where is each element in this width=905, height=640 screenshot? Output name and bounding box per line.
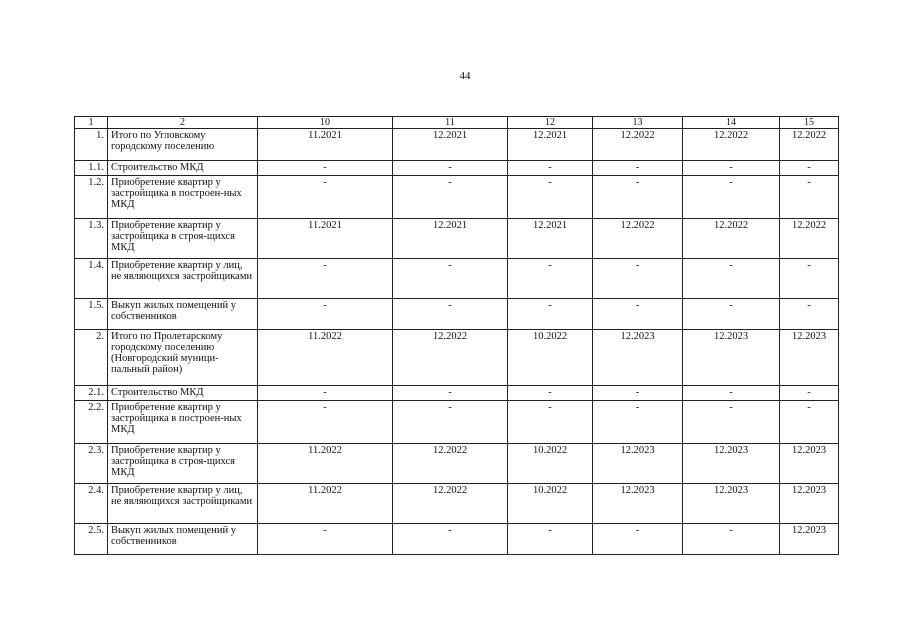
column-header: 10 bbox=[258, 117, 393, 129]
table-cell: - bbox=[508, 299, 593, 330]
row-number: 2.4. bbox=[75, 484, 108, 524]
table-row bbox=[75, 176, 839, 219]
table-cell: - bbox=[780, 299, 839, 330]
table-cell: 10.2022 bbox=[508, 330, 593, 386]
table-cell: - bbox=[683, 176, 780, 219]
table-cell: - bbox=[780, 176, 839, 219]
table-cell: 12.2022 bbox=[393, 484, 508, 524]
table-cell: 12.2023 bbox=[780, 524, 839, 555]
table-cell: - bbox=[780, 386, 839, 401]
table-cell: 12.2022 bbox=[393, 444, 508, 484]
table-cell: - bbox=[593, 161, 683, 176]
table-cell: - bbox=[683, 401, 780, 444]
table-cell: 11.2022 bbox=[258, 484, 393, 524]
row-name: Приобретение квартир у застройщика в строя-щихся МКД bbox=[108, 444, 258, 484]
table-cell: - bbox=[683, 161, 780, 176]
table-cell: - bbox=[393, 161, 508, 176]
table-cell: - bbox=[393, 299, 508, 330]
table-cell: - bbox=[258, 524, 393, 555]
table-cell: - bbox=[508, 259, 593, 299]
table-cell: - bbox=[683, 299, 780, 330]
table-cell: - bbox=[683, 259, 780, 299]
table-cell: 12.2023 bbox=[593, 330, 683, 386]
column-header: 14 bbox=[683, 117, 780, 129]
table-cell: - bbox=[508, 176, 593, 219]
table-row bbox=[75, 484, 839, 524]
table-cell: 12.2021 bbox=[393, 219, 508, 259]
table-cell: - bbox=[258, 161, 393, 176]
table-cell: 12.2023 bbox=[593, 444, 683, 484]
row-name: Приобретение квартир у застройщика в строя-щихся МКД bbox=[108, 219, 258, 259]
table-cell: - bbox=[593, 176, 683, 219]
row-number: 2. bbox=[75, 330, 108, 386]
table-cell: - bbox=[393, 176, 508, 219]
table-row bbox=[75, 444, 839, 484]
table-row bbox=[75, 219, 839, 259]
row-number: 2.1. bbox=[75, 386, 108, 401]
column-header: 12 bbox=[508, 117, 593, 129]
row-name: Приобретение квартир у лиц, не являющихся застройщиками bbox=[108, 484, 258, 524]
row-number: 2.2. bbox=[75, 401, 108, 444]
table-cell: - bbox=[593, 386, 683, 401]
table-cell: 12.2021 bbox=[508, 129, 593, 161]
table-cell: 12.2022 bbox=[683, 219, 780, 259]
row-number: 1.1. bbox=[75, 161, 108, 176]
row-name: Приобретение квартир у застройщика в построен-ных МКД bbox=[108, 401, 258, 444]
table-row bbox=[75, 524, 839, 555]
table-cell: - bbox=[393, 386, 508, 401]
table-cell: - bbox=[393, 259, 508, 299]
table-cell: - bbox=[780, 259, 839, 299]
table-cell: 11.2022 bbox=[258, 330, 393, 386]
table-cell: - bbox=[258, 386, 393, 401]
table-cell: 11.2021 bbox=[258, 219, 393, 259]
column-header: 15 bbox=[780, 117, 839, 129]
table-row bbox=[75, 330, 839, 386]
row-number: 1.3. bbox=[75, 219, 108, 259]
table-cell: - bbox=[258, 259, 393, 299]
table-cell: 10.2022 bbox=[508, 444, 593, 484]
row-name: Строительство МКД bbox=[108, 161, 258, 176]
table-cell: - bbox=[593, 299, 683, 330]
table-cell: - bbox=[508, 386, 593, 401]
table-cell: 12.2023 bbox=[683, 484, 780, 524]
table-cell: - bbox=[780, 161, 839, 176]
table-cell: 12.2022 bbox=[393, 330, 508, 386]
table-cell: 12.2023 bbox=[780, 330, 839, 386]
table-row bbox=[75, 401, 839, 444]
table-cell: - bbox=[258, 299, 393, 330]
column-header: 11 bbox=[393, 117, 508, 129]
table-cell: - bbox=[593, 401, 683, 444]
table-cell: 12.2023 bbox=[683, 444, 780, 484]
table-cell: 12.2022 bbox=[780, 219, 839, 259]
table-row bbox=[75, 161, 839, 176]
table-cell: - bbox=[780, 401, 839, 444]
table-cell: - bbox=[258, 401, 393, 444]
table-cell: - bbox=[508, 161, 593, 176]
table-row bbox=[75, 386, 839, 401]
column-header: 13 bbox=[593, 117, 683, 129]
column-header: 1 bbox=[75, 117, 108, 129]
table-row bbox=[75, 259, 839, 299]
table-cell: 12.2023 bbox=[683, 330, 780, 386]
table-cell: - bbox=[683, 386, 780, 401]
table-cell: - bbox=[393, 524, 508, 555]
table-cell: 12.2022 bbox=[593, 219, 683, 259]
table-cell: - bbox=[593, 524, 683, 555]
row-name: Приобретение квартир у застройщика в построен-ных МКД bbox=[108, 176, 258, 219]
table-cell: 11.2022 bbox=[258, 444, 393, 484]
table-cell: - bbox=[258, 176, 393, 219]
table-cell: - bbox=[393, 401, 508, 444]
row-name: Выкуп жилых помещений у собственников bbox=[108, 299, 258, 330]
data-table bbox=[74, 116, 839, 555]
row-name: Строительство МКД bbox=[108, 386, 258, 401]
table-cell: 12.2023 bbox=[593, 484, 683, 524]
table-cell: 12.2022 bbox=[593, 129, 683, 161]
table-cell: 12.2023 bbox=[780, 484, 839, 524]
row-number: 1.2. bbox=[75, 176, 108, 219]
table-cell: 11.2021 bbox=[258, 129, 393, 161]
row-number: 2.3. bbox=[75, 444, 108, 484]
row-number: 1.4. bbox=[75, 259, 108, 299]
table-cell: - bbox=[508, 401, 593, 444]
table-cell: 12.2022 bbox=[780, 129, 839, 161]
table-header-row bbox=[75, 117, 839, 129]
column-header: 2 bbox=[108, 117, 258, 129]
page-number: 44 bbox=[459, 70, 471, 82]
table-cell: 12.2023 bbox=[780, 444, 839, 484]
row-name: Итого по Пролетарскому городскому поселению (Новгородский муници-пальный район) bbox=[108, 330, 258, 386]
table-row bbox=[75, 299, 839, 330]
row-name: Итого по Угловскому городскому поселению bbox=[108, 129, 258, 161]
row-name: Выкуп жилых помещений у собственников bbox=[108, 524, 258, 555]
table-row bbox=[75, 129, 839, 161]
row-name: Приобретение квартир у лиц, не являющихся застройщиками bbox=[108, 259, 258, 299]
table-cell: - bbox=[508, 524, 593, 555]
row-number: 1.5. bbox=[75, 299, 108, 330]
table-cell: 10.2022 bbox=[508, 484, 593, 524]
table-cell: - bbox=[683, 524, 780, 555]
table-cell: 12.2021 bbox=[393, 129, 508, 161]
table-cell: - bbox=[593, 259, 683, 299]
table-cell: 12.2022 bbox=[683, 129, 780, 161]
row-number: 2.5. bbox=[75, 524, 108, 555]
row-number: 1. bbox=[75, 129, 108, 161]
table-cell: 12.2021 bbox=[508, 219, 593, 259]
